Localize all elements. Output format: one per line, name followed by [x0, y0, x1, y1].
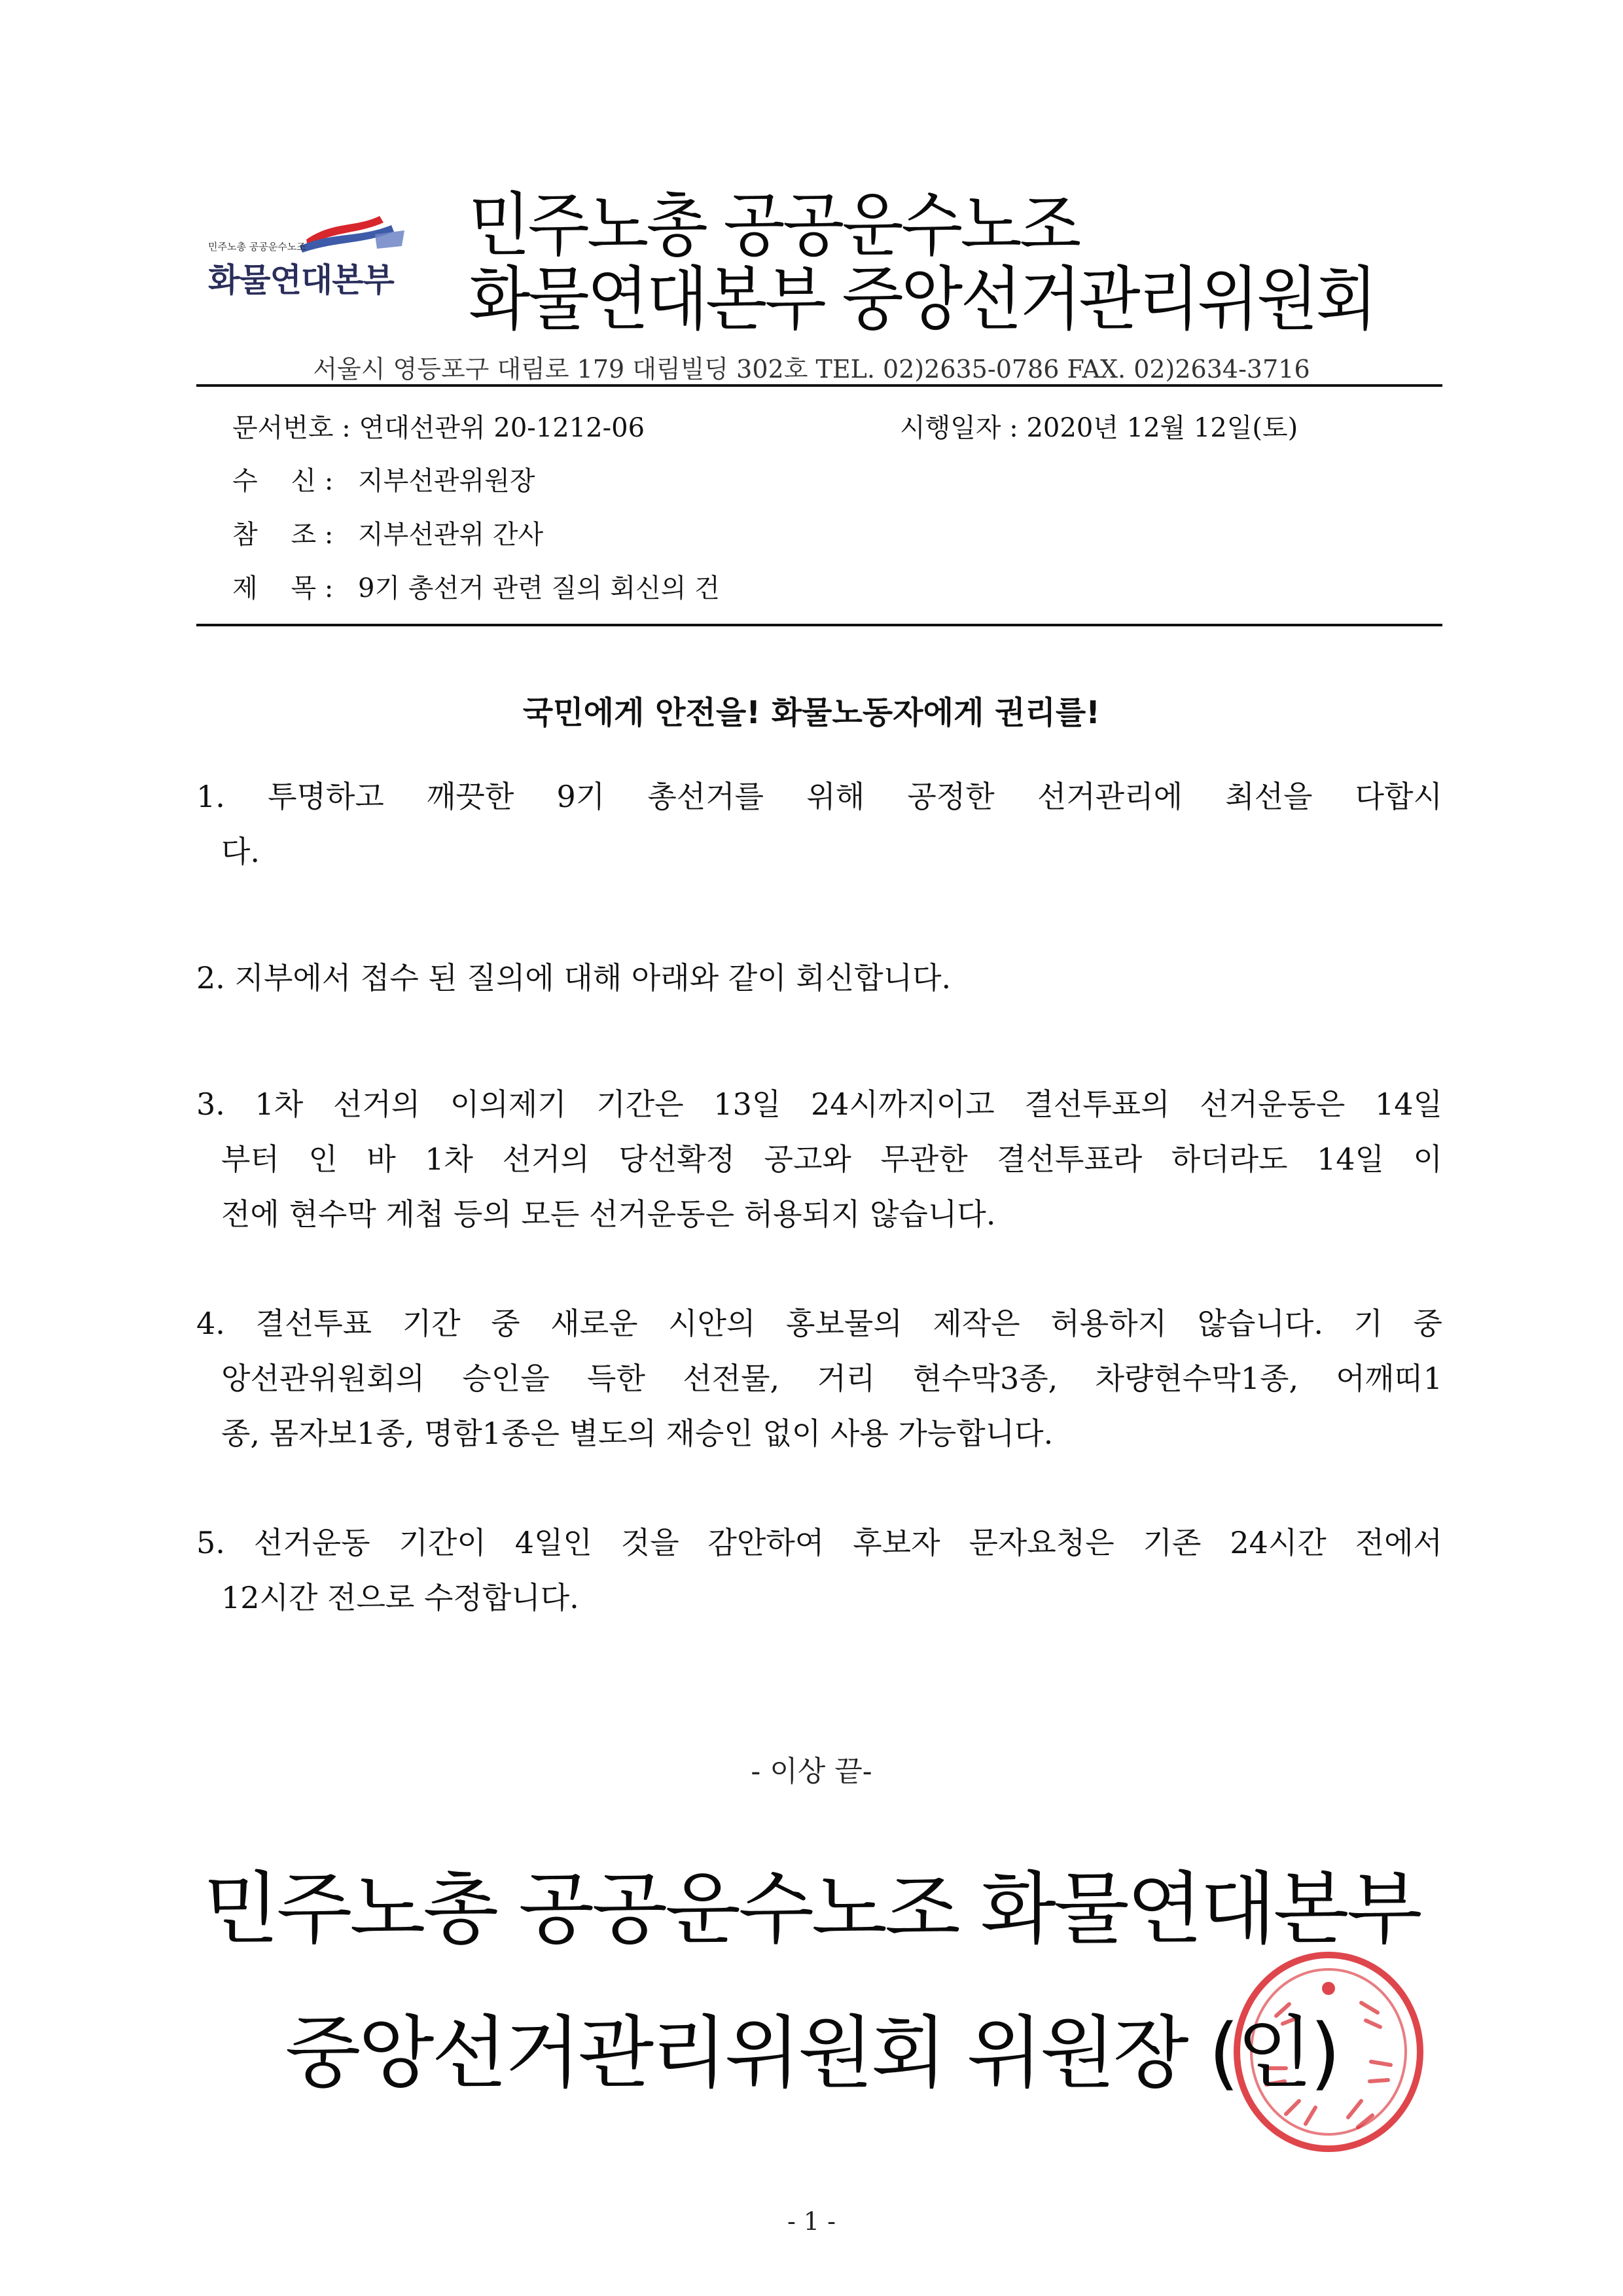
organization-title-line2: 화물연대본부 중앙선거관리위원회 [469, 259, 1376, 340]
signature-line2: 중앙선거관리위원회 위원장 (인) [285, 2008, 1338, 2099]
header-divider-bottom [196, 624, 1442, 626]
subject-label: 제 목 : [232, 573, 334, 603]
subject-value: 9기 총선거 관련 질의 회신의 건 [358, 573, 720, 603]
paragraph-line: 3. 1차 선거의 이의제기 기간은 13일 24시까지이고 결선투표의 선거운동은 14일 [196, 1086, 1442, 1122]
issue-date [900, 407, 1298, 444]
paragraph-line: 12시간 전으로 수정합니다. [221, 1580, 579, 1615]
organization-title-line1: 민주노총 공공운수노조 [469, 185, 1079, 266]
paragraph-line: 앙선관위원회의 승인을 득한 선전물, 거리 현수막3종, 차량현수막1종, 어깨띠1 [221, 1361, 1442, 1396]
document-number [232, 407, 645, 444]
logo-small-text: 민주노총 공공운수노조 [208, 241, 306, 253]
closing-mark: - 이상 끝- [751, 1755, 872, 1788]
paragraph-line: 4. 결선투표 기간 중 새로운 시안의 홍보물의 제작은 허용하지 않습니다. 기 중 [196, 1306, 1442, 1341]
subject [232, 567, 720, 605]
reference [232, 514, 543, 551]
issue-date-label: 시행일자 : [900, 413, 1018, 443]
document-number-value: 연대선관위 20-1212-06 [359, 413, 645, 443]
paragraph-line: 5. 선거운동 기간이 4일인 것을 감안하여 후보자 문자요청은 기존 24시간 전에서 [196, 1525, 1442, 1560]
header-divider-top [196, 384, 1442, 387]
paragraph-1 [196, 769, 1442, 879]
paragraph-line: 1. 투명하고 깨끗한 9기 총선거를 위해 공정한 선거관리에 최선을 다합시 [196, 779, 1442, 814]
paragraph-line: 종, 몸자보1종, 명함1종은 별도의 재승인 없이 사용 가능합니다. [221, 1416, 1054, 1451]
reference-value: 지부선관위 간사 [358, 520, 544, 550]
paragraph-line: 다. [221, 834, 260, 869]
paragraph-5 [196, 1515, 1442, 1625]
recipient-label: 수 신 : [232, 466, 334, 496]
issue-date-value: 2020년 12월 12일(토) [1026, 413, 1298, 443]
organization-logo [208, 208, 418, 300]
paragraph-line: 2. 지부에서 접수 된 질의에 대해 아래와 같이 회신합니다. [196, 960, 952, 996]
logo-main-text: 화물연대본부 [208, 261, 394, 299]
recipient [232, 460, 535, 497]
paragraph-2 [196, 950, 1442, 1005]
paragraph-line: 부터 인 바 1차 선거의 당선확정 공고와 무관한 결선투표라 하더라도 14일 이 [221, 1141, 1442, 1177]
paragraph-line: 전에 현수막 게첩 등의 모든 선거운동은 허용되지 않습니다. [221, 1196, 996, 1232]
organization-address: 서울시 영등포구 대림로 179 대림빌딩 302호 TEL. 02)2635-0786 FAX. 02)2634-3716 [313, 355, 1310, 384]
reference-label: 참 조 : [232, 520, 334, 550]
slogan: 국민에게 안전을! 화물노동자에게 권리를! [522, 694, 1101, 731]
paragraph-3 [196, 1077, 1442, 1242]
paragraph-4 [196, 1296, 1442, 1461]
recipient-value: 지부선관위원장 [358, 466, 535, 496]
page-number: - 1 - [787, 2207, 836, 2236]
signature-line1: 민주노총 공공운수노조 화물연대본부 [203, 1864, 1420, 1955]
document-number-label: 문서번호 : [232, 413, 351, 443]
